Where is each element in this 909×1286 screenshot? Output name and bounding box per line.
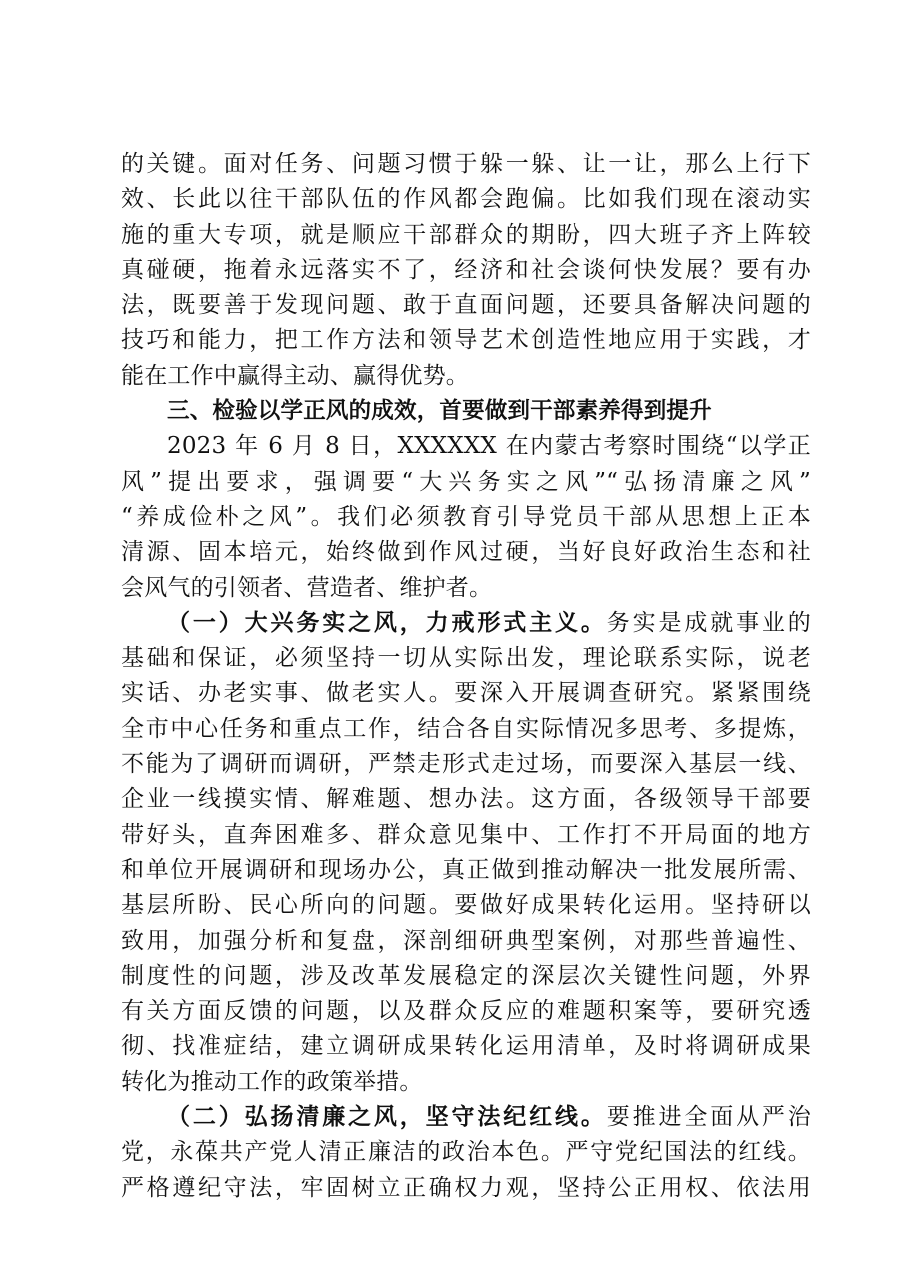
text-line: 2023 年 6 月 8 日，XXXXXX 在内蒙古考察时围绕“以学正 [167,433,811,460]
text-line: 严格遵纪守法，牢固树立正确权力观，坚持公正用权、依法用 [121,1174,811,1201]
text-line: 的关键。面对任务、问题习惯于躲一躲、让一让，那么上行下 [121,151,811,177]
text-line: 有关方面反馈的问题，以及群众反应的难题积案等，要研究透 [121,998,811,1025]
subsection-2 [121,1100,811,1206]
text-line: 会风气的引领者、营造者、维护者。 [121,574,493,601]
text-line: 全市中心任务和重点工作，结合各自实际情况多思考、多提炼， [121,715,811,742]
subsection-first-line [121,606,811,641]
subsection-text: 要推进全面从严治 [606,1104,811,1131]
text-line: 法，既要善于发现问题、敢于直面问题，还要具备解决问题的 [121,292,811,319]
text-line: 企业一线摸实情、解难题、想办法。这方面，各级领导干部要 [121,786,811,813]
text-line: 风”提出要求，强调要“大兴务实之风”“弘扬清廉之风” [121,468,811,495]
text-line: 技巧和能力，把工作方法和领导艺术创造性地应用于实践，才 [121,327,811,354]
text-line: 能在工作中赢得主动、赢得优势。 [121,362,469,389]
subsection-lead: （二）弘扬清廉之风，坚守法纪红线。 [167,1104,607,1131]
text-line: 带好头，直奔困难多、群众意见集中、工作打不开局面的地方 [121,821,811,848]
section-intro [121,429,811,605]
document-page [121,147,811,1206]
text-line: 施的重大专项，就是顺应干部群众的期盼，四大班子齐上阵较 [121,221,811,248]
text-line: “养成俭朴之风”。我们必须教育引导党员干部从思想上正本 [121,503,811,530]
text-line: 基层所盼、民心所向的问题。要做好成果转化运用。坚持研以 [121,892,811,919]
text-line: 效、长此以往干部队伍的作风都会跑偏。比如我们现在滚动实 [121,186,811,213]
subsection-1 [121,606,811,1100]
text-line: 和单位开展调研和现场办公，真正做到推动解决一批发展所需、 [121,856,811,883]
text-line: 不能为了调研而调研，严禁走形式走过场，而要深入基层一线、 [121,751,811,778]
text-line: 转化为推动工作的政策举措。 [121,1068,423,1095]
section-heading: 三、检验以学正风的成效，首要做到干部素养得到提升 [167,398,712,425]
subsection-text: 务实是成就事业的 [606,609,811,636]
text-line: 实话、办老实事、做老实人。要深入开展调查研究。紧紧围绕 [121,680,811,707]
subsection-first-line [121,1100,811,1135]
text-line: 制度性的问题，涉及改革发展稳定的深层次关键性问题，外界 [121,962,811,989]
text-line: 党，永葆共产党人清正廉洁的政治本色。严守党纪国法的红线。 [121,1139,811,1166]
subsection-lead: （一）大兴务实之风，力戒形式主义。 [167,609,607,636]
text-line: 基础和保证，必须坚持一切从实际出发，理论联系实际，说老 [121,645,811,672]
paragraph-1 [121,147,811,394]
text-line: 真碰硬，拖着永远落实不了，经济和社会谈何快发展？要有办 [121,256,811,283]
text-line: 彻、找准症结，建立调研成果转化运用清单，及时将调研成果 [121,1033,811,1060]
text-line: 清源、固本培元，始终做到作风过硬，当好良好政治生态和社 [121,539,811,566]
text-line: 致用，加强分析和复盘，深剖细研典型案例，对那些普遍性、 [121,927,811,954]
